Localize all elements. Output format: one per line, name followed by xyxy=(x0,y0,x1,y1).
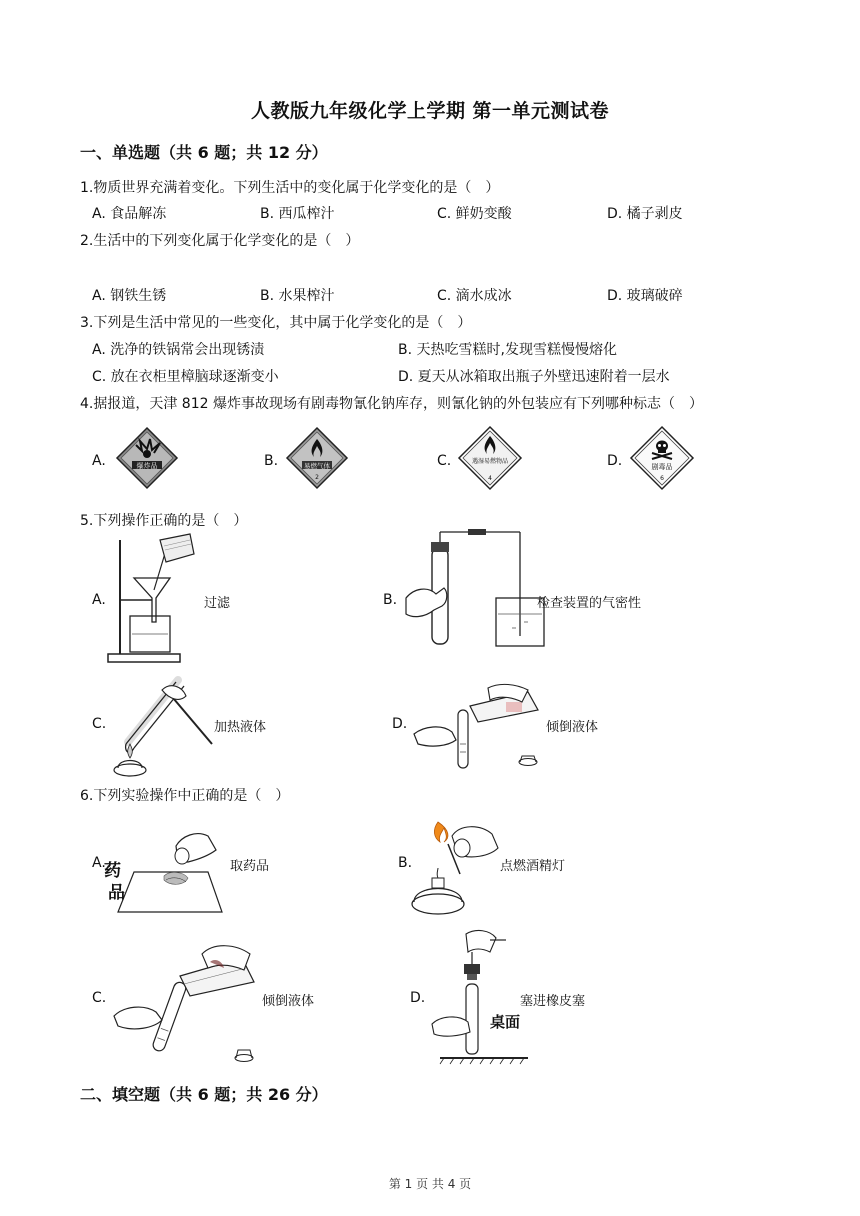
q2-option-d[interactable]: D. 玻璃破碎 xyxy=(607,288,683,304)
q4-option-a[interactable]: A. xyxy=(92,453,106,469)
section-heading-single-choice: 一、单选题（共 6 题；共 12 分） xyxy=(80,143,328,162)
lighting-alcohol-lamp-illustration xyxy=(408,814,508,918)
question-2-stem: 2.生活中的下列变化属于化学变化的是（ ） xyxy=(80,233,360,249)
q6-caption-d: 塞进橡皮塞 xyxy=(520,994,586,1009)
pouring-liquid-illustration-q6 xyxy=(110,940,270,1068)
q5-caption-b: 检查装置的气密性 xyxy=(537,596,642,611)
q6-option-d[interactable]: D. xyxy=(410,990,426,1006)
q5-option-a[interactable]: A. xyxy=(92,592,106,608)
q3-option-d[interactable]: D. 夏天从冰箱取出瓶子外壁迅速附着一层水 xyxy=(398,369,670,385)
reagent-label-pin: 品 xyxy=(108,883,125,903)
sign-number: 2 xyxy=(315,474,319,481)
q5-caption-d: 倾倒液体 xyxy=(546,720,599,735)
flammable-gas-sign xyxy=(286,427,348,489)
question-5-stem: 5.下列操作正确的是（ ） xyxy=(80,513,248,529)
page-title: 人教版九年级化学上学期 第一单元测试卷 xyxy=(250,100,610,122)
heating-liquid-illustration xyxy=(108,672,218,780)
q2-option-c[interactable]: C. 滴水成冰 xyxy=(437,288,512,304)
question-3-stem: 3.下列是生活中常见的一些变化，其中属于化学变化的是（ ） xyxy=(80,315,472,331)
q1-option-a[interactable]: A. 食品解冻 xyxy=(92,206,167,222)
q6-option-b[interactable]: B. xyxy=(398,855,413,871)
desk-label: 桌面 xyxy=(490,1013,521,1031)
q4-option-b[interactable]: B. xyxy=(264,453,279,469)
toxic-skull-sign xyxy=(630,426,694,490)
question-6-stem: 6.下列实验操作中正确的是（ ） xyxy=(80,788,290,804)
explosive-hazard-sign xyxy=(116,427,178,489)
dangerous-when-wet-sign xyxy=(458,426,522,490)
q3-option-b[interactable]: B. 天热吃雪糕时,发现雪糕慢慢熔化 xyxy=(398,342,617,358)
q5-caption-a: 过滤 xyxy=(204,596,231,611)
airtightness-check-illustration xyxy=(404,528,554,652)
q2-option-b[interactable]: B. 水果榨汁 xyxy=(260,288,335,304)
filtration-apparatus-illustration xyxy=(104,530,200,666)
inserting-rubber-stopper-illustration xyxy=(430,930,530,1066)
sign-text: 遇湿易燃物品 xyxy=(471,458,509,465)
q6-option-c[interactable]: C. xyxy=(92,990,107,1006)
q6-caption-a: 取药品 xyxy=(230,859,270,874)
pouring-liquid-illustration-q5 xyxy=(412,684,562,774)
question-4-stem: 4.据报道，天津 812 爆炸事故现场有剧毒物氰化钠库存，则氰化钠的外包装应有下列哪种标志（ ） xyxy=(80,396,703,412)
page-footer: 第 1 页 共 4 页 xyxy=(388,1177,472,1191)
q2-option-a[interactable]: A. 钢铁生锈 xyxy=(92,288,167,304)
sign-text: 剧毒品 xyxy=(651,463,673,471)
q6-option-a[interactable]: A. xyxy=(92,855,106,871)
q5-caption-c: 加热液体 xyxy=(214,720,267,735)
sign-number: 4 xyxy=(488,475,492,482)
q6-caption-c: 倾倒液体 xyxy=(262,994,315,1009)
question-1-stem: 1.物质世界充满着变化。下列生活中的变化属于化学变化的是（ ） xyxy=(80,180,500,196)
q4-option-d[interactable]: D. xyxy=(607,453,623,469)
q3-option-a[interactable]: A. 洗净的铁锅常会出现锈渍 xyxy=(92,342,265,358)
q1-option-b[interactable]: B. 西瓜榨汁 xyxy=(260,206,335,222)
sign-text: 易燃气体 xyxy=(304,462,330,470)
q1-option-c[interactable]: C. 鲜奶变酸 xyxy=(437,206,512,222)
q3-option-c[interactable]: C. 放在衣柜里樟脑球逐渐变小 xyxy=(92,369,279,385)
q5-option-b[interactable]: B. xyxy=(383,592,398,608)
q6-caption-b: 点燃酒精灯 xyxy=(500,859,566,874)
reagent-label-yao: 药 xyxy=(104,861,121,881)
sign-number: 6 xyxy=(660,475,664,482)
q5-option-c[interactable]: C. xyxy=(92,716,107,732)
sign-text: 爆炸品 xyxy=(136,462,158,470)
q4-option-c[interactable]: C. xyxy=(437,453,452,469)
section-heading-fill-blank: 二、填空题（共 6 题；共 26 分） xyxy=(80,1085,328,1104)
q5-option-d[interactable]: D. xyxy=(392,716,408,732)
q1-option-d[interactable]: D. 橘子剥皮 xyxy=(607,206,683,222)
